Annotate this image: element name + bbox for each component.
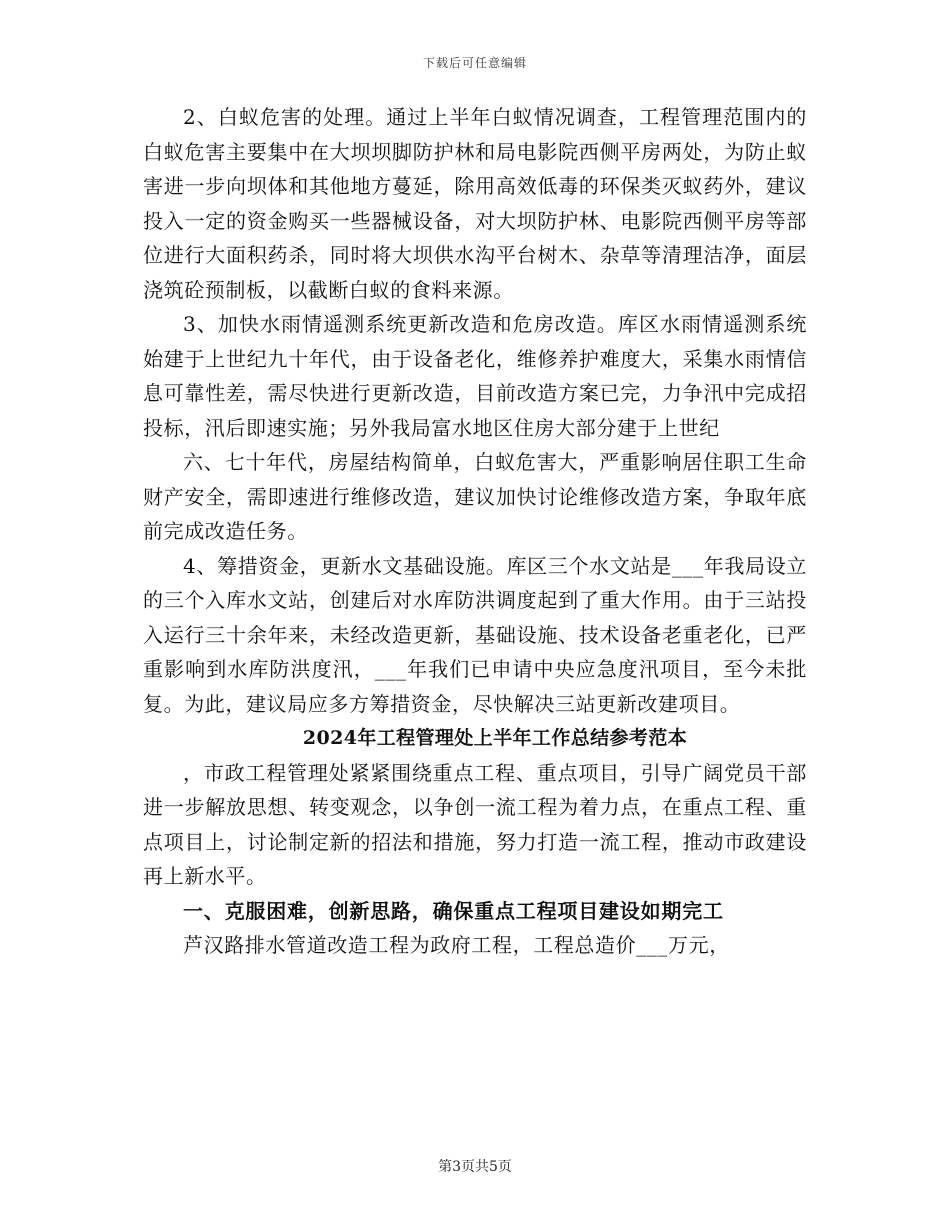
section-heading: 一、克服困难，创新思路，确保重点工程项目建设如期完工: [183, 898, 724, 923]
document-title: 2024年工程管理处上半年工作总结参考范本: [302, 727, 688, 749]
paragraph-intro: ，市政工程管理处紧紧围绕重点工程、重点项目，引导广阔党员干部进一步解放思想、转变观念，以争创一流工程为着力点，在重点工程、重点项目上，讨论制定新的招法和措施，努力打造一流工程，推动市政建设再上新水平。: [143, 760, 807, 888]
document-body: [143, 100, 807, 963]
paragraph-termite-handling: 2、白蚁危害的处理。通过上半年白蚁情况调查，工程管理范围内的白蚁危害主要集中在大坝坝脚防护林和局电影院西侧平房两处，为防止蚁害进一步向坝体和其他地方蔓延，除用高效低毒的环保类灭蚁药外，建议投入一定的资金购买一些器械设备，对大坝防护林、电影院西侧平房等部位进行大面积药杀，同时将大坝供水沟平台树木、杂草等清理洁净，面层浇筑砼预制板，以截断白蚁的食料来源。: [143, 105, 807, 302]
page-number: 第3页共5页: [438, 1159, 512, 1175]
paragraph-housing-renovation: 六、七十年代，房屋结构简单，白蚁危害大，严重影响居住职工生命财产安全，需即速进行维修改造，建议加快讨论维修改造方案，争取年底前完成改造任务。: [143, 450, 807, 543]
paragraph-telemetry-renovation: 3、加快水雨情遥测系统更新改造和危房改造。库区水雨情遥测系统始建于上世纪九十年代，由于设备老化，维修养护难度大，采集水雨情信息可靠性差，需尽快进行更新改造，目前改造方案已完，力争汛中完成招投标，汛后即速实施；另外我局富水地区住房大部分建于上世纪: [143, 312, 807, 440]
paragraph-hydrology-funding: 4、筹措资金，更新水文基础设施。库区三个水文站是___年我局设立的三个入库水文站，创建后对水库防洪调度起到了重大作用。由于三站投入运行三十余年来，未经改造更新，基础设施、技术设备老重老化，已严重影响到水库防洪度汛，___年我们已申请中央应急度汛项目，至今未批复。为此，建议局应多方筹措资金，尽快解决三站更新改建项目。: [143, 553, 807, 716]
header-note: 下载后可任意编辑: [422, 56, 527, 70]
paragraph-luhan-road: 芦汉路排水管道改造工程为政府工程，工程总造价___万元，: [183, 933, 730, 957]
